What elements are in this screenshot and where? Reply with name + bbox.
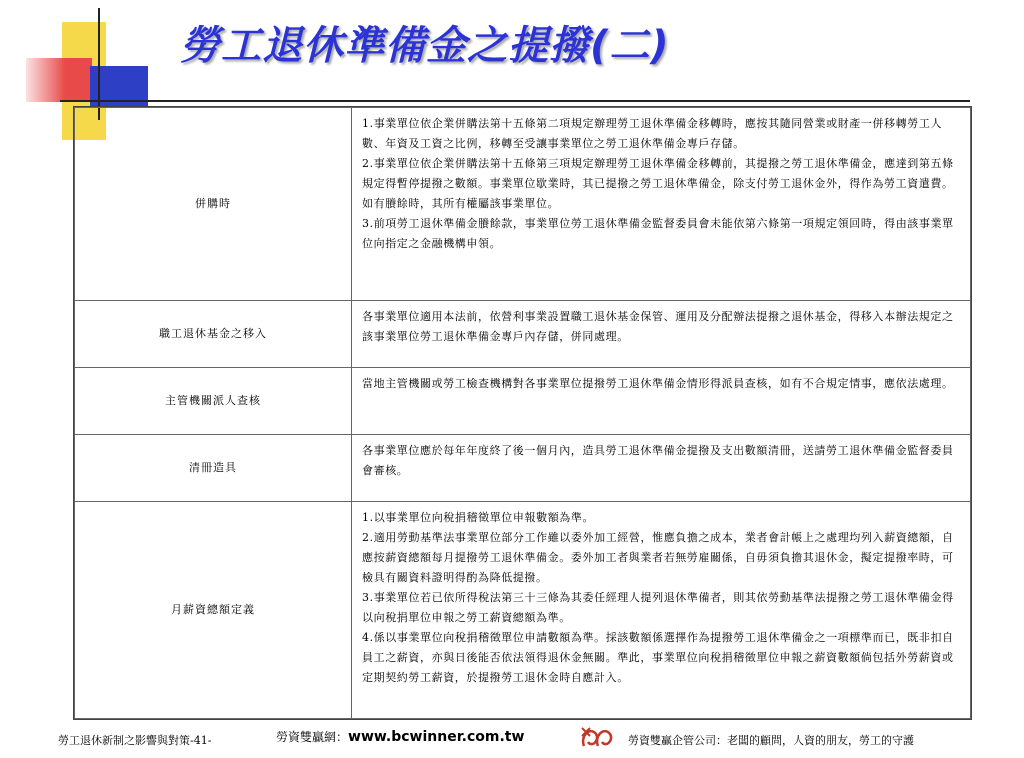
row-item: 4.係以事業單位向稅捐稽徵單位申請數額為準。採該數額係選擇作為提撥勞工退休準備金之一項標準而已，既非扣自員工之薪資，亦與日後能否依法領得退休金無關。準此，事業單位向稅捐稽徵單位申報之薪資數額倘包括外勞薪資或定期契約勞工薪資，於提撥勞工退休金時自應計入。 (362, 631, 954, 684)
table-row (75, 502, 971, 719)
table-row (75, 368, 971, 435)
row-content (352, 301, 971, 368)
footer-slogan: 勞資雙贏企管公司：老闆的顧問，人資的朋友，勞工的守護 (628, 734, 914, 747)
footer-url-link[interactable]: www.bcwinner.com.tw (348, 729, 525, 745)
row-item: 2.適用勞動基準法事業單位部分工作雖以委外加工經營，惟應負擔之成本，業者會計帳上之處理均列入薪資總額，自應按薪資總額每月提撥勞工退休準備金。委外加工者與業者若無勞雇關係，自毋須負擔其退休金，擬定提撥率時，可檢具有關資料證明得酌為降低提撥。 (362, 531, 954, 584)
row-item: 1.以事業單位向稅捐稽徵單位申報數額為準。 (362, 511, 595, 524)
logo-icon (578, 722, 618, 755)
table-row (75, 301, 971, 368)
content-table (73, 106, 972, 720)
row-item: 各事業單位適用本法前，依營利事業設置職工退休基金保管、運用及分配辦法提撥之退休基金，得移入本辦法規定之該事業單位勞工退休準備金專戶內存儲，併同處理。 (362, 310, 954, 343)
row-label: 清冊造具 (75, 435, 352, 502)
row-label: 併購時 (75, 108, 352, 301)
slide-title: 勞工退休準備金之提撥(二) (180, 23, 670, 69)
table-row (75, 108, 971, 301)
row-label: 職工退休基金之移入 (75, 301, 352, 368)
footer-page-label: 勞工退休新制之影響與對策-41- (58, 734, 212, 747)
decor-vertical-line (98, 8, 100, 120)
row-label: 月薪資總額定義 (75, 502, 352, 719)
row-label: 主管機關派人查核 (75, 368, 352, 435)
decor-red-block (26, 58, 92, 102)
footer-site-label: 勞資雙贏網： (276, 730, 349, 744)
table-row (75, 435, 971, 502)
row-item: 1.事業單位依企業併購法第十五條第二項規定辦理勞工退休準備金移轉時，應按其隨同營業或財產一併移轉勞工人數、年資及工資之比例，移轉至受讓事業單位之勞工退休準備金專戶存儲。 (362, 117, 943, 150)
row-content (352, 108, 971, 301)
row-content (352, 502, 971, 719)
row-item: 當地主管機關或勞工檢查機構對各事業單位提撥勞工退休準備金情形得派員查核，如有不合規定情事，應依法處理。 (362, 377, 954, 390)
footer-site (276, 728, 524, 745)
footer (0, 722, 1024, 752)
row-item: 3.事業單位若已依所得稅法第三十三條為其委任經理人提列退休準備者，則其依勞動基準法提撥之勞工退休準備金得以向稅捐單位申報之勞工薪資總額為準。 (362, 591, 954, 624)
row-item: 3.前項勞工退休準備金賸餘款，事業單位勞工退休準備金監督委員會未能依第六條第一項規定領回時，得由該事業單位向指定之金融機構申領。 (362, 217, 954, 250)
row-item: 2.事業單位依企業併購法第十五條第三項規定辦理勞工退休準備金移轉前，其提撥之勞工退休準備金，應達到第五條規定得暫停提撥之數額。事業單位歇業時，其已提撥之勞工退休準備金，除支付勞工退休金外，得作為勞工資遣費。如有賸餘時，其所有權屬該事業單位。 (362, 157, 954, 210)
row-item: 各事業單位應於每年年度終了後一個月內，造具勞工退休準備金提撥及支出數額清冊，送請勞工退休準備金監督委員會審核。 (362, 444, 954, 477)
decor-horizontal-line (60, 100, 970, 102)
row-content (352, 368, 971, 435)
row-content (352, 435, 971, 502)
